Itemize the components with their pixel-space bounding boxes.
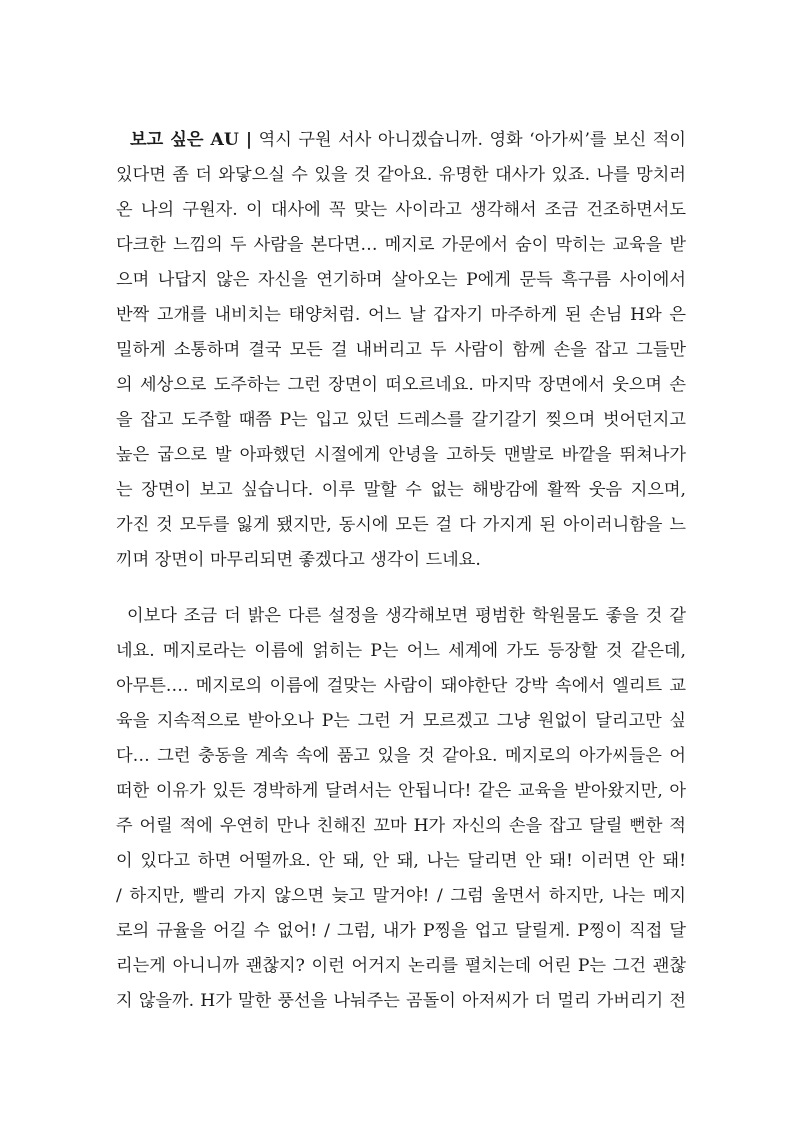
paragraph-2-line-8: 이 있다고 하면 어떨까요. 안 돼, 안 돼, 나는 달리면 안 돼! 이러면 안 돼! [116,851,686,871]
paragraph-1-line-10: 높은 굽으로 발 아파했던 시절에게 안녕을 고하듯 맨발로 바깥을 뛰쳐나가 [116,445,686,465]
paragraph-2-line-10: 로의 규율을 어길 수 없어! / 그럼, 내가 P찡을 업고 달릴게. P찡이 직접 달 [116,921,686,941]
paragraph-2-line-11: 리는게 아니니까 괜찮지? 이런 어거지 논리를 펼치는데 어린 P는 그건 괜찮 [116,956,686,976]
paragraph-1-line-6: 반짝 고개를 내비치는 태양처럼. 어느 날 갑자기 마주하게 된 손님 H와 은 [116,305,686,325]
paragraph-1-line-1-text: 역시 구원 서사 아니겠습니까. 영화 ‘아가씨’를 보신 적이 [258,130,686,150]
paragraph-2-line-5: 다… 그런 충동을 계속 속에 품고 있을 것 같아요. 메지로의 아가씨들은 어 [116,746,686,766]
paragraph-2-line-7: 주 어릴 적에 우연히 만나 친해진 꼬마 H가 자신의 손을 잡고 달릴 뻔한 적 [116,816,686,836]
paragraph-2-line-1: 이보다 조금 더 밝은 다른 설정을 생각해보면 평범한 학원물도 좋을 것 같 [127,606,686,626]
paragraph-2-line-3: 아무튼…. 메지로의 이름에 걸맞는 사람이 돼야한단 강박 속에서 엘리트 교 [116,676,686,696]
paragraph-1-line-2: 있다면 좀 더 와닿으실 수 있을 것 같아요. 유명한 대사가 있죠. 나를 망치러 [116,165,686,185]
paragraph-1-line-9: 을 잡고 도주할 때쯤 P는 입고 있던 드레스를 갈기갈기 찢으며 벗어던지고 [116,410,686,430]
paragraph-2-line-9: / 하지만, 빨리 가지 않으면 늦고 말거야! / 그럼 울면서 하지만, 나는 메지 [116,886,686,906]
paragraph-1-line-8: 의 세상으로 도주하는 그런 장면이 떠오르네요. 마지막 장면에서 웃으며 손 [116,375,686,395]
paragraph-2-line-2: 네요. 메지로라는 이름에 얽히는 P는 어느 세계에 가도 등장할 것 같은데, [116,641,686,661]
paragraph-1-line-13: 끼며 장면이 마무리되면 좋겠다고 생각이 드네요. [116,550,481,570]
paragraph-2-line-12: 지 않을까. H가 말한 풍선을 나눠주는 곰돌이 아저씨가 더 멀리 가버리기 전 [116,991,686,1011]
paragraph-1-line-7: 밀하게 소통하며 결국 모든 걸 내버리고 두 사람이 함께 손을 잡고 그들만 [116,340,686,360]
paragraph-1-line-12: 가진 것 모두를 잃게 됐지만, 동시에 모든 걸 다 가지게 된 아이러니함을 느 [116,515,686,535]
paragraph-1-line-4: 다크한 느낌의 두 사람을 본다면… 메지로 가문에서 숨이 막히는 교육을 받 [116,235,686,255]
paragraph-1-line-5: 으며 나답지 않은 자신을 연기하며 살아오는 P에게 문득 흑구름 사이에서 [116,270,686,290]
section-heading: 보고 싶은 AU | [130,130,253,150]
paragraph-1-line-11: 는 장면이 보고 싶습니다. 이루 말할 수 없는 해방감에 활짝 웃음 지으며, [116,480,686,500]
paragraph-1-line-3: 온 나의 구원자. 이 대사에 꼭 맞는 사이라고 생각해서 조금 건조하면서도 [116,200,686,220]
paragraph-2-line-6: 떠한 이유가 있든 경박하게 달려서는 안됩니다! 같은 교육을 받아왔지만, 아 [116,781,686,801]
paragraph-2-line-4: 육을 지속적으로 받아오나 P는 그런 거 모르겠고 그냥 원없이 달리고만 싶 [116,711,686,731]
paragraph-1-line-1 [130,122,686,158]
